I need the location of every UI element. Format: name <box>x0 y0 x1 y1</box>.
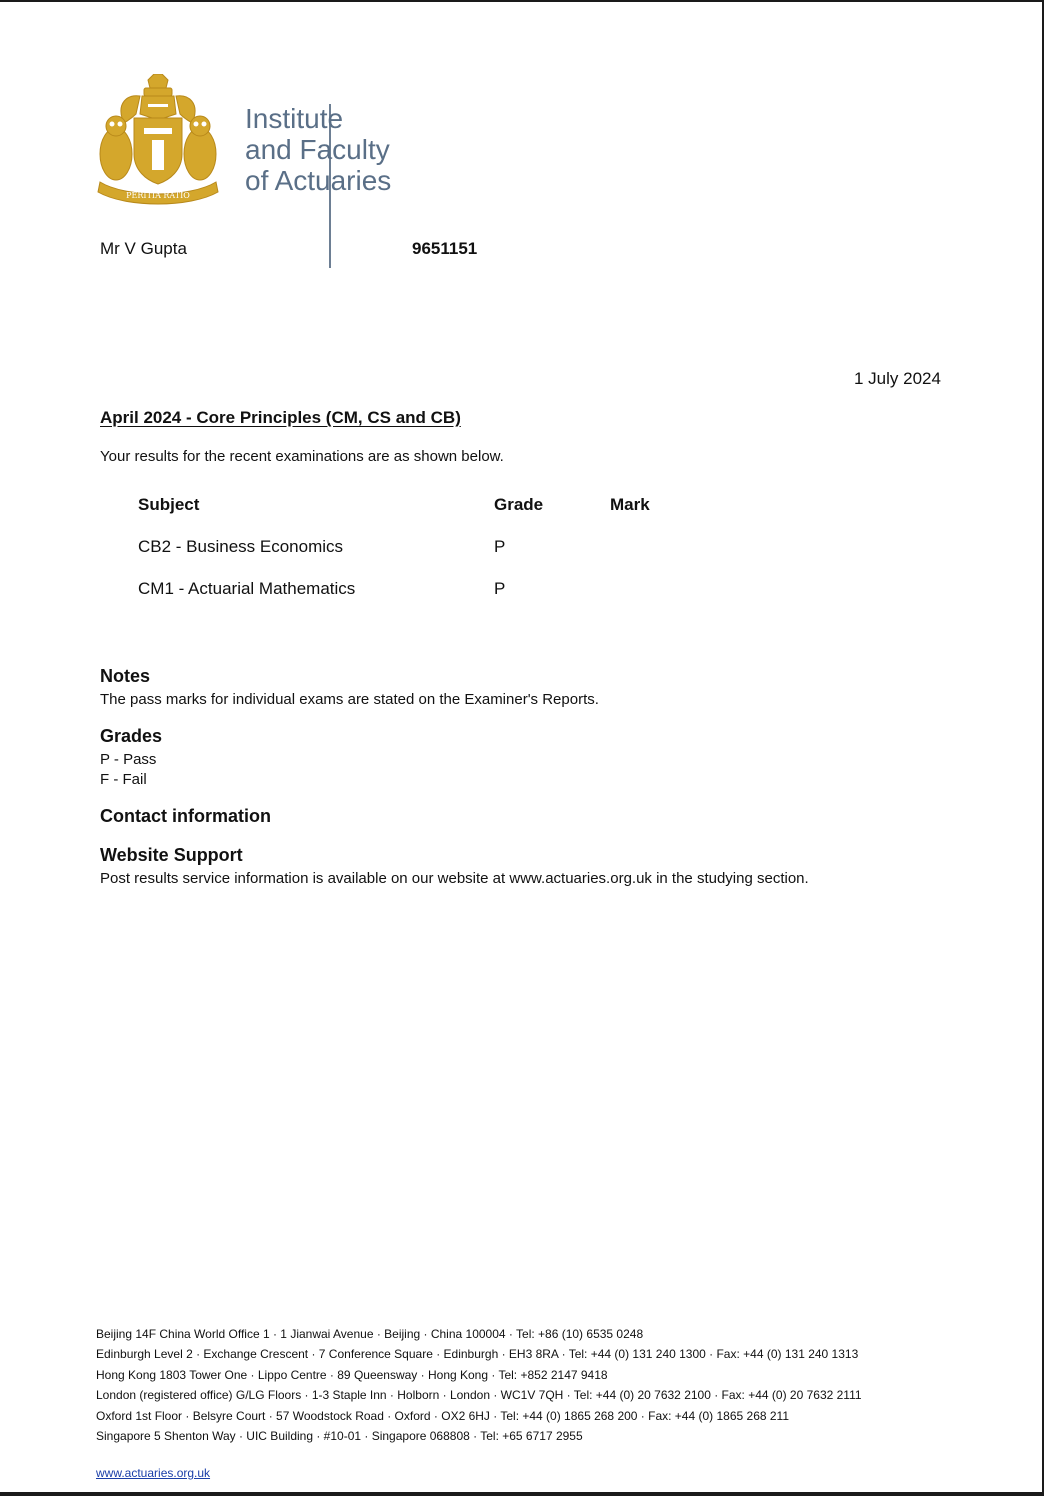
grade-header: Grade <box>494 495 544 514</box>
results-table <box>138 495 698 621</box>
subject-cell: CM1 - Actuarial Mathematics <box>138 579 356 598</box>
subject-cell: CB2 - Business Economics <box>138 537 344 556</box>
results-row <box>138 579 698 621</box>
subject-header: Subject <box>138 495 200 514</box>
office-address-line: Singapore 5 Shenton Way · UIC Building · #10-01 · Singapore 068808 · Tel: +65 6717 2955 <box>96 1429 583 1444</box>
results-row <box>138 537 698 579</box>
mark-header: Mark <box>610 495 650 514</box>
office-address-line: Edinburgh Level 2 · Exchange Crescent · 7 Conference Square · Edinburgh · EH3 8RA · Tel: +44 (0) 131 240 1300 · Fax: +44 (0) 131 240 1313 <box>96 1347 859 1362</box>
page-bottom-border <box>0 1492 1044 1496</box>
website-support-text: Post results service information is available on our website at www.actuaries.org.uk in the studying section. <box>100 870 809 887</box>
notes-title: Notes <box>100 666 151 686</box>
intro-text: Your results for the recent examinations are as shown below. <box>100 448 504 465</box>
grade-cell: P <box>494 537 506 556</box>
office-address-line: Beijing 14F China World Office 1 · 1 Jianwai Avenue · Beijing · China 100004 · Tel: +86 (10) 6535 0248 <box>96 1327 644 1341</box>
institute-name-line: Institute <box>245 103 344 134</box>
letter-date: 1 July 2024 <box>854 369 941 388</box>
institute-name-line: of Actuaries <box>245 165 392 196</box>
crest-icon <box>96 74 220 206</box>
grades-title: Grades <box>100 726 163 746</box>
office-addresses <box>96 1324 862 1446</box>
website-support-title: Website Support <box>100 845 243 865</box>
grade-cell: P <box>494 579 506 598</box>
page-top-border <box>0 0 1044 2</box>
notes-text: The pass marks for individual exams are stated on the Examiner's Reports. <box>100 691 599 708</box>
candidate-reference: 9651151 <box>412 239 478 258</box>
recipient-name: Mr V Gupta <box>100 239 187 258</box>
office-address-line: Oxford 1st Floor · Belsyre Court · 57 Woodstock Road · Oxford · OX2 6HJ · Tel: +44 (0) 1865 268 200 · Fax: +44 (0) 1865 268 211 <box>96 1408 790 1423</box>
institute-name-line: and Faculty <box>245 134 390 165</box>
website-link[interactable]: www.actuaries.org.uk <box>96 1466 211 1480</box>
exam-session-heading: April 2024 - Core Principles (CM, CS and CB) <box>100 408 461 427</box>
office-address-line: Hong Kong 1803 Tower One · Lippo Centre · 89 Queensway · Hong Kong · Tel: +852 2147 9418 <box>96 1367 608 1382</box>
motto-text: PERITIA RATIO <box>126 191 190 200</box>
office-address-line: London (registered office) G/LG Floors · 1-3 Staple Inn · Holborn · London · WC1V 7QH · Tel: +44 (0) 20 7632 2100 · Fax: +44 (0) 20 7632 2111 <box>96 1388 862 1403</box>
results-header-row <box>138 495 698 537</box>
grade-pass: P - Pass <box>100 751 157 768</box>
institute-name <box>245 103 391 196</box>
grade-fail: F - Fail <box>100 771 147 788</box>
contact-title: Contact information <box>100 806 271 826</box>
